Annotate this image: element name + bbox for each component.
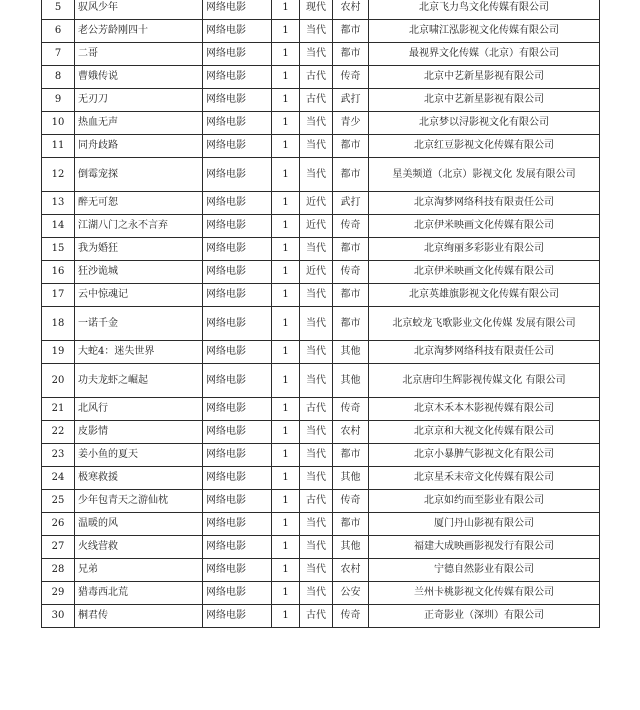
production-company-cell: 北京小暴脾气影视文化有限公司 bbox=[369, 444, 600, 467]
film-era-cell: 当代 bbox=[300, 559, 333, 582]
table-row bbox=[42, 20, 600, 43]
production-company-cell: 北京伊米映画文化传媒有限公司 bbox=[369, 261, 600, 284]
row-number-cell: 11 bbox=[42, 135, 75, 158]
row-number-cell: 15 bbox=[42, 238, 75, 261]
film-title-cell: 狂沙诡城 bbox=[75, 261, 203, 284]
table-row bbox=[42, 112, 600, 135]
row-number-cell: 29 bbox=[42, 582, 75, 605]
episode-count-cell: 1 bbox=[272, 89, 300, 112]
table-row bbox=[42, 43, 600, 66]
row-number-cell: 17 bbox=[42, 284, 75, 307]
row-number-cell: 12 bbox=[42, 158, 75, 192]
film-era-cell: 当代 bbox=[300, 582, 333, 605]
film-title-cell: 大蛇4：迷失世界 bbox=[75, 341, 203, 364]
row-number-cell: 27 bbox=[42, 536, 75, 559]
film-title-cell: 北风行 bbox=[75, 398, 203, 421]
table-row bbox=[42, 284, 600, 307]
film-era-cell: 当代 bbox=[300, 513, 333, 536]
table-row bbox=[42, 559, 600, 582]
film-era-cell: 当代 bbox=[300, 467, 333, 490]
film-type-cell: 网络电影 bbox=[203, 158, 272, 192]
film-title-cell: 火线营救 bbox=[75, 536, 203, 559]
film-era-cell: 当代 bbox=[300, 364, 333, 398]
film-theme-cell: 都市 bbox=[333, 238, 369, 261]
film-type-cell: 网络电影 bbox=[203, 513, 272, 536]
row-number-cell: 21 bbox=[42, 398, 75, 421]
table-row bbox=[42, 135, 600, 158]
episode-count-cell: 1 bbox=[272, 158, 300, 192]
film-title-cell: 二哥 bbox=[75, 43, 203, 66]
film-era-cell: 当代 bbox=[300, 20, 333, 43]
episode-count-cell: 1 bbox=[272, 284, 300, 307]
film-era-cell: 当代 bbox=[300, 112, 333, 135]
film-era-cell: 当代 bbox=[300, 536, 333, 559]
film-title-cell: 姜小鱼的夏天 bbox=[75, 444, 203, 467]
film-title-cell: 曹娥传说 bbox=[75, 66, 203, 89]
episode-count-cell: 1 bbox=[272, 398, 300, 421]
row-number-cell: 25 bbox=[42, 490, 75, 513]
film-theme-cell: 传奇 bbox=[333, 215, 369, 238]
row-number-cell: 10 bbox=[42, 112, 75, 135]
film-registry-table bbox=[41, 0, 600, 628]
row-number-cell: 24 bbox=[42, 467, 75, 490]
film-title-cell: 倒霉宠探 bbox=[75, 158, 203, 192]
episode-count-cell: 1 bbox=[272, 135, 300, 158]
film-type-cell: 网络电影 bbox=[203, 20, 272, 43]
film-type-cell: 网络电影 bbox=[203, 559, 272, 582]
episode-count-cell: 1 bbox=[272, 582, 300, 605]
production-company-cell: 最视界文化传媒（北京）有限公司 bbox=[369, 43, 600, 66]
table-row bbox=[42, 490, 600, 513]
film-theme-cell: 传奇 bbox=[333, 261, 369, 284]
row-number-cell: 26 bbox=[42, 513, 75, 536]
film-theme-cell: 都市 bbox=[333, 158, 369, 192]
film-title-cell: 老公芳龄刚四十 bbox=[75, 20, 203, 43]
film-era-cell: 当代 bbox=[300, 158, 333, 192]
film-title-cell: 皮影情 bbox=[75, 421, 203, 444]
table-row bbox=[42, 364, 600, 398]
table-row bbox=[42, 89, 600, 112]
film-era-cell: 近代 bbox=[300, 192, 333, 215]
production-company-cell: 北京星禾末帝文化传媒有限公司 bbox=[369, 467, 600, 490]
film-title-cell: 热血无声 bbox=[75, 112, 203, 135]
episode-count-cell: 1 bbox=[272, 43, 300, 66]
film-theme-cell: 武打 bbox=[333, 89, 369, 112]
film-era-cell: 当代 bbox=[300, 444, 333, 467]
film-title-cell: 醉无可恕 bbox=[75, 192, 203, 215]
episode-count-cell: 1 bbox=[272, 20, 300, 43]
film-theme-cell: 青少 bbox=[333, 112, 369, 135]
table-row bbox=[42, 341, 600, 364]
film-theme-cell: 都市 bbox=[333, 20, 369, 43]
row-number-cell: 22 bbox=[42, 421, 75, 444]
row-number-cell: 19 bbox=[42, 341, 75, 364]
episode-count-cell: 1 bbox=[272, 444, 300, 467]
episode-count-cell: 1 bbox=[272, 513, 300, 536]
table-row bbox=[42, 158, 600, 192]
episode-count-cell: 1 bbox=[272, 605, 300, 628]
film-era-cell: 古代 bbox=[300, 398, 333, 421]
production-company-cell: 北京英雄旗影视文化传媒有限公司 bbox=[369, 284, 600, 307]
production-company-cell: 北京唐印生辉影视传媒文化 有限公司 bbox=[369, 364, 600, 398]
film-theme-cell: 其他 bbox=[333, 341, 369, 364]
production-company-cell: 北京伊米映画文化传媒有限公司 bbox=[369, 215, 600, 238]
film-theme-cell: 都市 bbox=[333, 444, 369, 467]
row-number-cell: 8 bbox=[42, 66, 75, 89]
table-row bbox=[42, 192, 600, 215]
table-row bbox=[42, 0, 600, 20]
film-theme-cell: 都市 bbox=[333, 284, 369, 307]
film-title-cell: 驭风少年 bbox=[75, 0, 203, 20]
table-row bbox=[42, 536, 600, 559]
film-theme-cell: 都市 bbox=[333, 513, 369, 536]
film-title-cell: 桐君传 bbox=[75, 605, 203, 628]
film-type-cell: 网络电影 bbox=[203, 284, 272, 307]
film-theme-cell: 农村 bbox=[333, 421, 369, 444]
film-type-cell: 网络电影 bbox=[203, 238, 272, 261]
row-number-cell: 16 bbox=[42, 261, 75, 284]
episode-count-cell: 1 bbox=[272, 66, 300, 89]
film-theme-cell: 都市 bbox=[333, 43, 369, 66]
episode-count-cell: 1 bbox=[272, 421, 300, 444]
film-theme-cell: 其他 bbox=[333, 536, 369, 559]
production-company-cell: 北京淘梦网络科技有限责任公司 bbox=[369, 341, 600, 364]
row-number-cell: 5 bbox=[42, 0, 75, 20]
film-type-cell: 网络电影 bbox=[203, 364, 272, 398]
film-era-cell: 近代 bbox=[300, 261, 333, 284]
production-company-cell: 北京淘梦网络科技有限责任公司 bbox=[369, 192, 600, 215]
film-theme-cell: 公安 bbox=[333, 582, 369, 605]
table-row bbox=[42, 238, 600, 261]
row-number-cell: 23 bbox=[42, 444, 75, 467]
episode-count-cell: 1 bbox=[272, 467, 300, 490]
episode-count-cell: 1 bbox=[272, 307, 300, 341]
film-title-cell: 无刃刀 bbox=[75, 89, 203, 112]
table-row bbox=[42, 215, 600, 238]
table-row bbox=[42, 421, 600, 444]
film-type-cell: 网络电影 bbox=[203, 582, 272, 605]
episode-count-cell: 1 bbox=[272, 364, 300, 398]
table-body bbox=[42, 0, 600, 628]
film-type-cell: 网络电影 bbox=[203, 398, 272, 421]
film-type-cell: 网络电影 bbox=[203, 112, 272, 135]
film-type-cell: 网络电影 bbox=[203, 215, 272, 238]
production-company-cell: 正奇影业（深圳）有限公司 bbox=[369, 605, 600, 628]
film-type-cell: 网络电影 bbox=[203, 0, 272, 20]
film-era-cell: 当代 bbox=[300, 341, 333, 364]
production-company-cell: 兰州卡桃影视文化传媒有限公司 bbox=[369, 582, 600, 605]
film-title-cell: 江湖八门之永不言弃 bbox=[75, 215, 203, 238]
episode-count-cell: 1 bbox=[272, 215, 300, 238]
film-type-cell: 网络电影 bbox=[203, 444, 272, 467]
film-era-cell: 当代 bbox=[300, 421, 333, 444]
production-company-cell: 北京蛟龙飞歌影业文化传媒 发展有限公司 bbox=[369, 307, 600, 341]
row-number-cell: 28 bbox=[42, 559, 75, 582]
production-company-cell: 北京中艺新星影视有限公司 bbox=[369, 66, 600, 89]
film-type-cell: 网络电影 bbox=[203, 43, 272, 66]
table-row bbox=[42, 307, 600, 341]
episode-count-cell: 1 bbox=[272, 0, 300, 20]
row-number-cell: 9 bbox=[42, 89, 75, 112]
row-number-cell: 13 bbox=[42, 192, 75, 215]
film-title-cell: 功夫龙虾之崛起 bbox=[75, 364, 203, 398]
row-number-cell: 18 bbox=[42, 307, 75, 341]
production-company-cell: 北京京和大视文化传媒有限公司 bbox=[369, 421, 600, 444]
film-theme-cell: 都市 bbox=[333, 307, 369, 341]
film-title-cell: 少年包青天之游仙枕 bbox=[75, 490, 203, 513]
film-type-cell: 网络电影 bbox=[203, 261, 272, 284]
episode-count-cell: 1 bbox=[272, 490, 300, 513]
film-type-cell: 网络电影 bbox=[203, 307, 272, 341]
film-type-cell: 网络电影 bbox=[203, 192, 272, 215]
film-type-cell: 网络电影 bbox=[203, 89, 272, 112]
film-type-cell: 网络电影 bbox=[203, 490, 272, 513]
film-era-cell: 古代 bbox=[300, 490, 333, 513]
film-type-cell: 网络电影 bbox=[203, 341, 272, 364]
production-company-cell: 北京啸江泓影视文化传媒有限公司 bbox=[369, 20, 600, 43]
film-type-cell: 网络电影 bbox=[203, 467, 272, 490]
episode-count-cell: 1 bbox=[272, 192, 300, 215]
film-theme-cell: 其他 bbox=[333, 364, 369, 398]
production-company-cell: 北京木禾本木影视传媒有限公司 bbox=[369, 398, 600, 421]
film-title-cell: 同舟歧路 bbox=[75, 135, 203, 158]
film-era-cell: 现代 bbox=[300, 0, 333, 20]
table-row bbox=[42, 398, 600, 421]
production-company-cell: 宁德自然影业有限公司 bbox=[369, 559, 600, 582]
production-company-cell: 厦门丹山影视有限公司 bbox=[369, 513, 600, 536]
production-company-cell: 北京中艺新星影视有限公司 bbox=[369, 89, 600, 112]
film-title-cell: 云中惊魂记 bbox=[75, 284, 203, 307]
film-title-cell: 一诺千金 bbox=[75, 307, 203, 341]
episode-count-cell: 1 bbox=[272, 536, 300, 559]
film-theme-cell: 其他 bbox=[333, 467, 369, 490]
episode-count-cell: 1 bbox=[272, 261, 300, 284]
film-era-cell: 当代 bbox=[300, 307, 333, 341]
film-type-cell: 网络电影 bbox=[203, 605, 272, 628]
film-theme-cell: 传奇 bbox=[333, 605, 369, 628]
row-number-cell: 14 bbox=[42, 215, 75, 238]
film-era-cell: 古代 bbox=[300, 89, 333, 112]
film-type-cell: 网络电影 bbox=[203, 536, 272, 559]
film-theme-cell: 传奇 bbox=[333, 490, 369, 513]
table-row bbox=[42, 605, 600, 628]
film-title-cell: 兄弟 bbox=[75, 559, 203, 582]
table-row bbox=[42, 66, 600, 89]
film-era-cell: 当代 bbox=[300, 135, 333, 158]
film-theme-cell: 传奇 bbox=[333, 66, 369, 89]
production-company-cell: 北京绚丽多彩影业有限公司 bbox=[369, 238, 600, 261]
film-era-cell: 当代 bbox=[300, 43, 333, 66]
film-theme-cell: 农村 bbox=[333, 559, 369, 582]
table-row bbox=[42, 467, 600, 490]
row-number-cell: 6 bbox=[42, 20, 75, 43]
film-theme-cell: 都市 bbox=[333, 135, 369, 158]
film-title-cell: 极寒救援 bbox=[75, 467, 203, 490]
film-era-cell: 近代 bbox=[300, 215, 333, 238]
row-number-cell: 7 bbox=[42, 43, 75, 66]
film-theme-cell: 传奇 bbox=[333, 398, 369, 421]
episode-count-cell: 1 bbox=[272, 559, 300, 582]
film-title-cell: 我为婚狂 bbox=[75, 238, 203, 261]
film-era-cell: 古代 bbox=[300, 66, 333, 89]
episode-count-cell: 1 bbox=[272, 341, 300, 364]
production-company-cell: 福建大成映画影视发行有限公司 bbox=[369, 536, 600, 559]
table-row bbox=[42, 513, 600, 536]
film-title-cell: 猎毒西北荒 bbox=[75, 582, 203, 605]
film-theme-cell: 农村 bbox=[333, 0, 369, 20]
production-company-cell: 星美频道（北京）影视文化 发展有限公司 bbox=[369, 158, 600, 192]
film-type-cell: 网络电影 bbox=[203, 421, 272, 444]
table-row bbox=[42, 444, 600, 467]
production-company-cell: 北京飞力鸟文化传媒有限公司 bbox=[369, 0, 600, 20]
table-row bbox=[42, 582, 600, 605]
production-company-cell: 北京梦以浔影视文化有限公司 bbox=[369, 112, 600, 135]
film-theme-cell: 武打 bbox=[333, 192, 369, 215]
film-era-cell: 当代 bbox=[300, 284, 333, 307]
episode-count-cell: 1 bbox=[272, 238, 300, 261]
film-type-cell: 网络电影 bbox=[203, 66, 272, 89]
row-number-cell: 30 bbox=[42, 605, 75, 628]
film-type-cell: 网络电影 bbox=[203, 135, 272, 158]
film-era-cell: 当代 bbox=[300, 238, 333, 261]
table-row bbox=[42, 261, 600, 284]
row-number-cell: 20 bbox=[42, 364, 75, 398]
film-title-cell: 温暖的风 bbox=[75, 513, 203, 536]
episode-count-cell: 1 bbox=[272, 112, 300, 135]
production-company-cell: 北京如约而至影业有限公司 bbox=[369, 490, 600, 513]
film-era-cell: 古代 bbox=[300, 605, 333, 628]
production-company-cell: 北京红豆影视文化传媒有限公司 bbox=[369, 135, 600, 158]
